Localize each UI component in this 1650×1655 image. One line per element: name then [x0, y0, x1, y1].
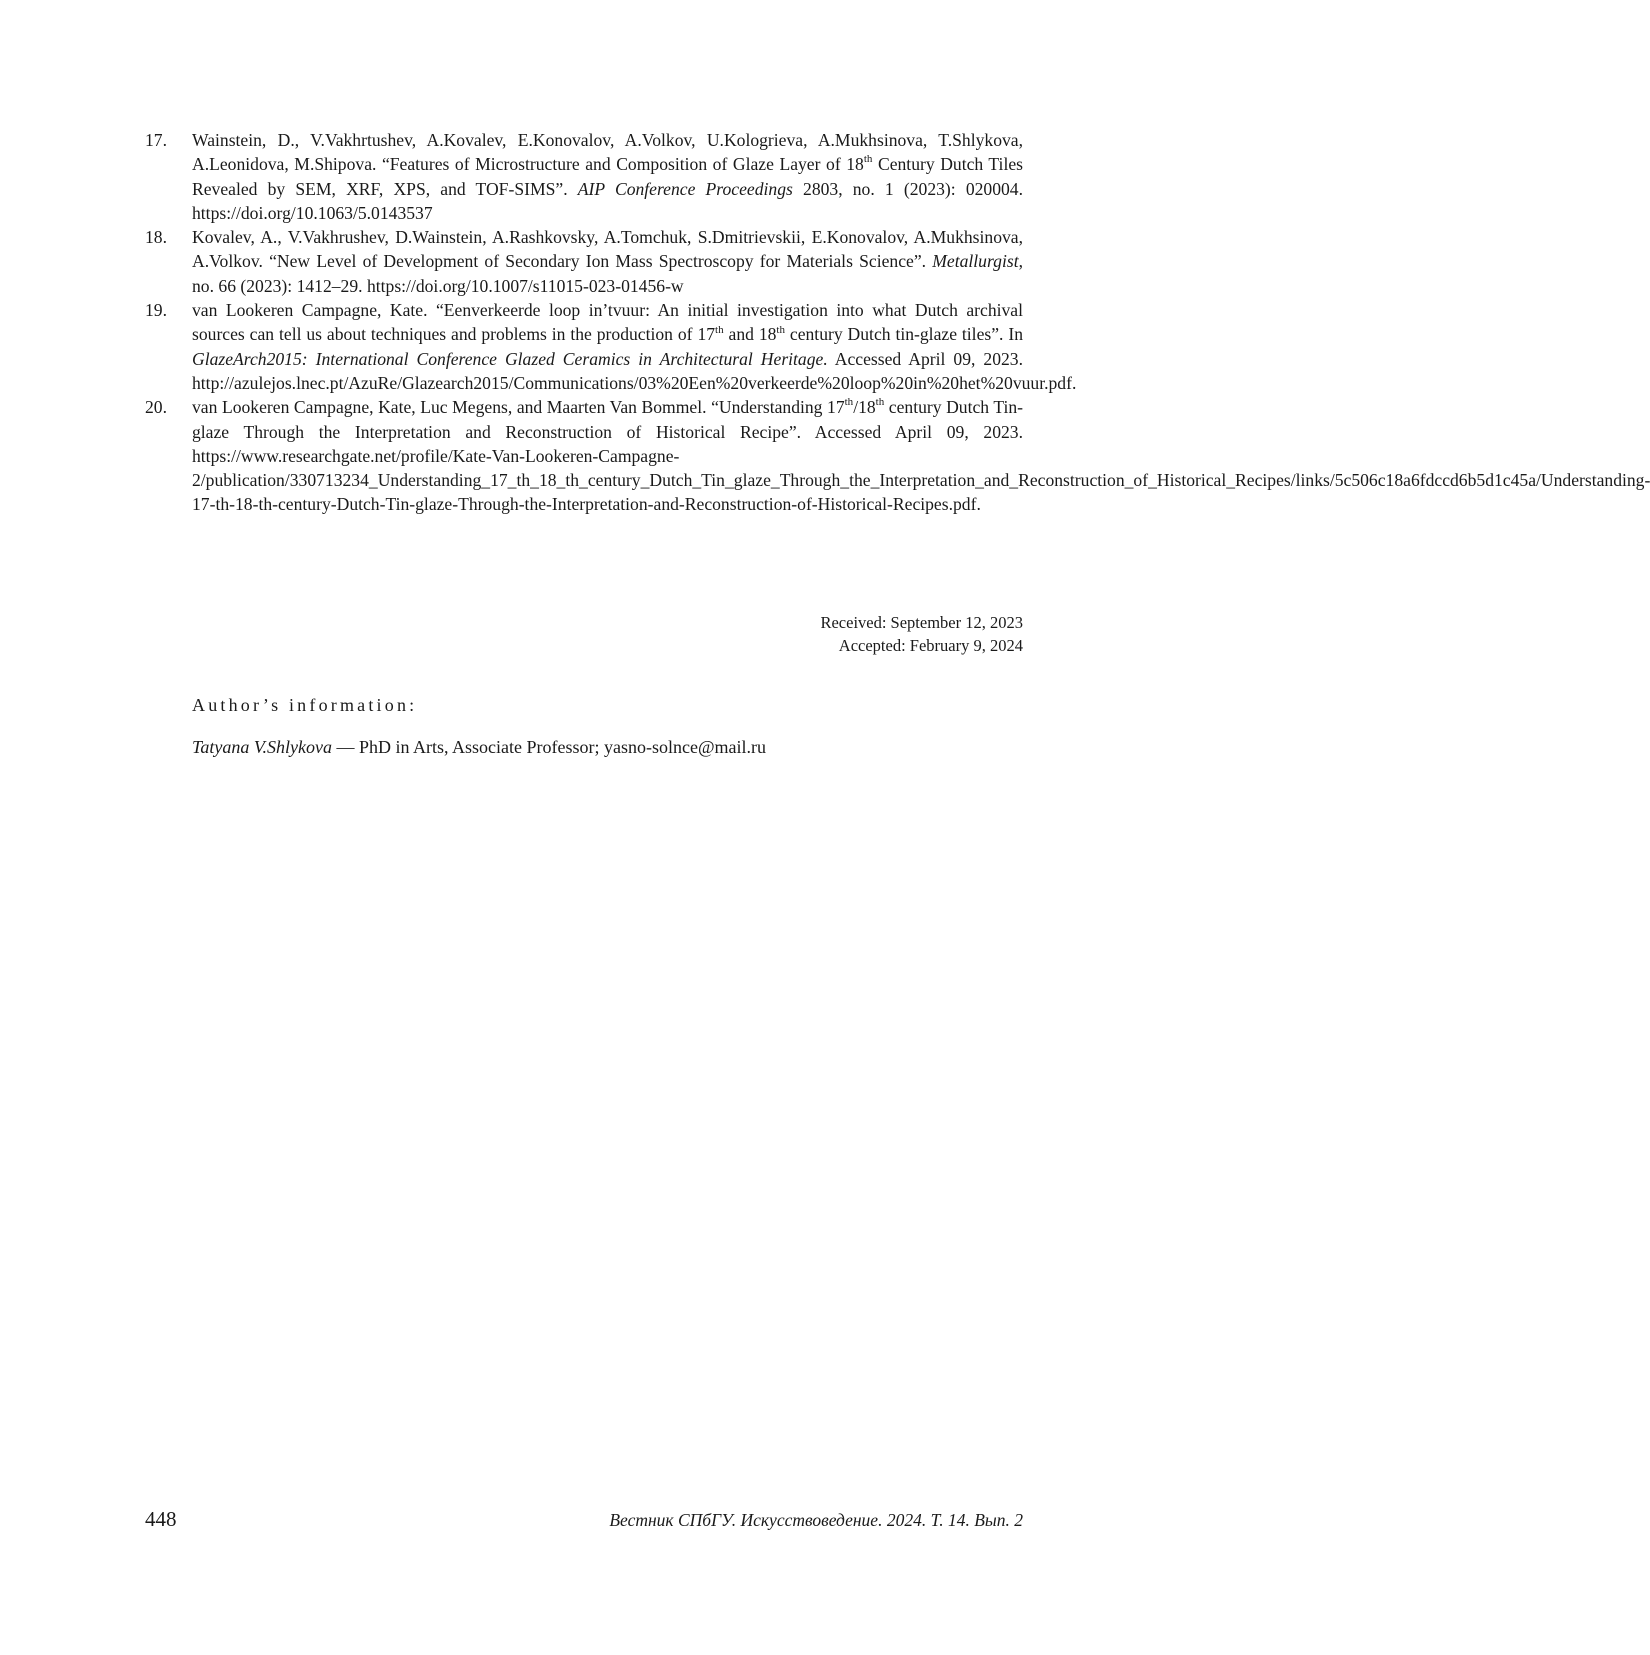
reference-text	[192, 130, 1023, 223]
reference-segment: Kovalev, A., V.Vakhrushev, D.Wainstein, A.Rashkovsky, A.Tomchuk, S.Dmitrievskii, E.Konovalov, A.Mukhsinova, A.Volkov. “New Level of Development of Secondary Ion Mass Spectroscopy for Materials Science”.	[192, 227, 1023, 272]
reference-segment: century Dutch Tin-glaze Through the Interpretation and Reconstruction of Historical Recipe”. Accessed April 09, 2023. https://www.researchgate.net/profile/Kate-Van-Lookeren-Campagne-2/publication/330713234_Understanding_17_th_18_th_century_Dutch_Tin_glaze_Through_the_Interpretation_and_Reconstruction_of_Historical_Recipes/links/5c506c18a6fdccd6b5d1c45a/Understanding-17-th-18-th-century-Dutch-Tin-glaze-Through-the-Interpretation-and-Reconstruction-of-Historical-Recipes.pdf.	[192, 397, 1650, 515]
reference-segment: /18	[853, 397, 876, 418]
reference-title-italic: Metallurgist	[932, 251, 1019, 272]
accepted-date: Accepted: February 9, 2024	[838, 635, 1023, 655]
reference-segment: van Lookeren Campagne, Kate. “Eenverkeerde loop in’tvuur: An initial investigation into what Dutch archival sources can tell us about techniques and problems in the production of 17	[192, 300, 1023, 345]
author-details: — PhD in Arts, Associate Professor; yasno-solnce@mail.ru	[332, 737, 767, 757]
reference-segment: van Lookeren Campagne, Kate, Luc Megens, and Maarten Van Bommel. “Understanding 17	[192, 397, 845, 418]
reference-title-italic: GlazeArch2015: International Conference Glazed Ceramics in Architectural Heritage.	[192, 348, 828, 369]
ordinal-superscript: th	[844, 396, 854, 409]
reference-title-italic: AIP Conference Proceedings	[577, 178, 793, 199]
ordinal-superscript: th	[875, 396, 885, 409]
reference-segment: century Dutch tin-glaze tiles”. In	[784, 324, 1023, 345]
reference-item	[145, 395, 1650, 516]
reference-segment: Century Dutch Tiles Revealed by SEM, XRF, XPS, and TOF-SIMS”.	[192, 154, 1023, 199]
reference-text	[192, 227, 1023, 296]
page-number: 448	[145, 1507, 177, 1531]
reference-item	[145, 225, 1023, 298]
reference-text	[192, 300, 1076, 393]
ordinal-superscript: th	[776, 323, 785, 336]
reference-number: 17.	[145, 130, 167, 150]
ordinal-superscript: th	[715, 323, 724, 336]
submission-dates	[820, 612, 1023, 657]
author-info	[192, 737, 766, 758]
reference-text	[192, 397, 1650, 514]
reference-number: 20.	[145, 397, 167, 418]
reference-segment: Accessed April 09, 2023. http://azulejos.lnec.pt/AzuRe/Glazearch2015/Communications/03%20Een%20verkeerde%20loop%20in%20het%20vuur.pdf.	[192, 348, 1077, 393]
journal-title: Вестник СПбГУ. Искусствоведение. 2024. Т. 14. Вып. 2	[609, 1510, 1023, 1530]
reference-list	[145, 128, 1650, 517]
received-date: Received: September 12, 2023	[820, 613, 1023, 632]
reference-number: 18.	[145, 227, 167, 248]
author-info-heading: Author’s information:	[192, 695, 418, 715]
reference-number: 19.	[145, 300, 167, 321]
reference-segment: , no. 66 (2023): 1412–29. https://doi.org/10.1007/s11015-023-01456-w	[192, 251, 1023, 296]
reference-segment: 2803, no. 1 (2023): 020004. https://doi.org/10.1063/5.0143537	[192, 178, 1023, 223]
ordinal-superscript: th	[863, 153, 873, 166]
reference-segment: Wainstein, D., V.Vakhrtushev, A.Kovalev, E.Konovalov, A.Volkov, U.Kologrieva, A.Mukhsinova, T.Shlykova, A.Leonidova, M.Shipova. “Features of Microstructure and Composition of Glaze Layer of 18	[192, 130, 1023, 175]
author-name: Tatyana V.Shlykova	[192, 737, 332, 757]
reference-segment: and 18	[723, 324, 777, 345]
reference-item	[145, 128, 1023, 225]
reference-item	[145, 298, 1077, 395]
